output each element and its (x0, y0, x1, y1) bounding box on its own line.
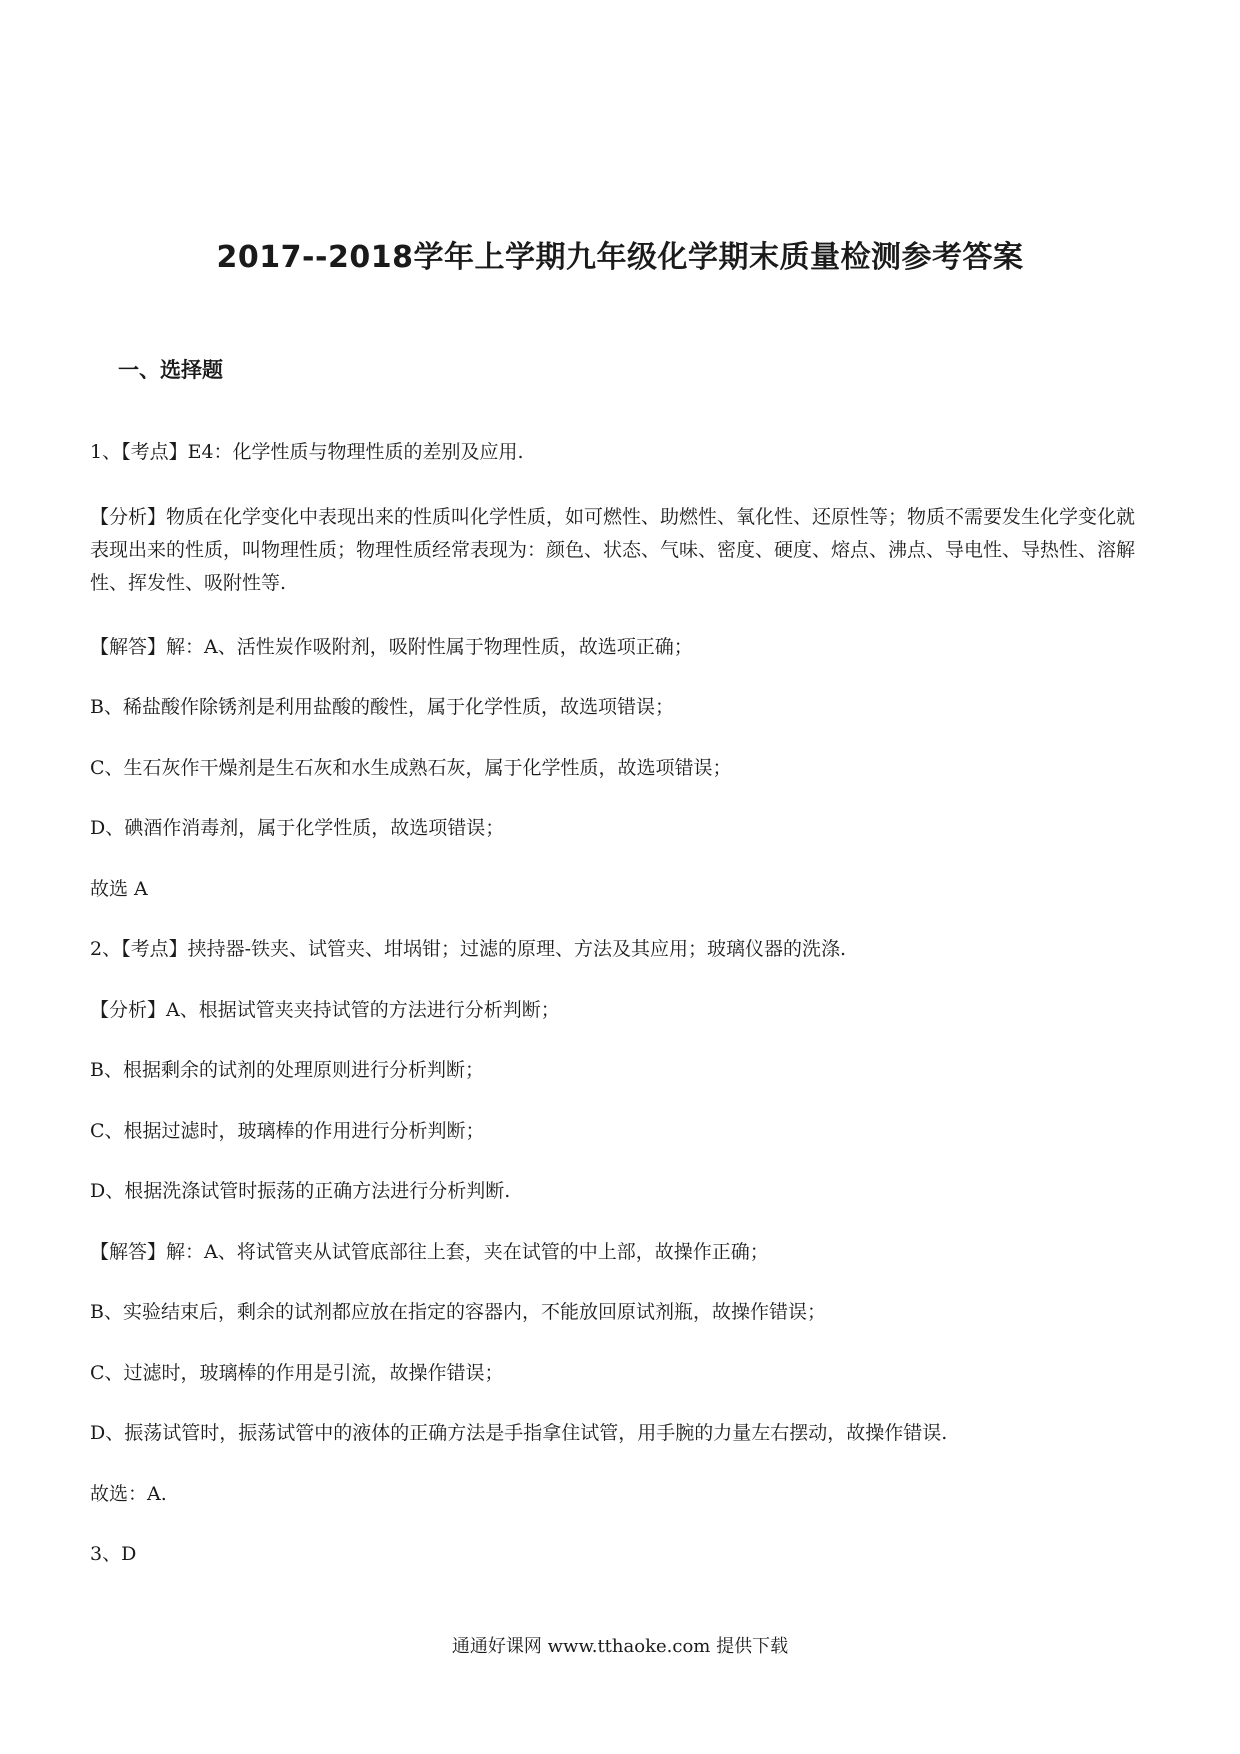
q2-analysis-a: 【分析】A、根据试管夹夹持试管的方法进行分析判断； (90, 999, 560, 1021)
q1-analysis: 【分析】物质在化学变化中表现出来的性质叫化学性质，如可燃性、助燃性、氧化性、还原性等；物质不需要发生化学变化就表现出来的性质，叫物理性质；物理性质经常表现为：颜色、状态、气味、密度、硬度、熔点、沸点、导电性、导热性、溶解性、挥发性、吸附性等. (90, 506, 1136, 594)
q1-option-c: C、生石灰作干燥剂是生石灰和水生成熟石灰，属于化学性质，故选项错误； (90, 757, 732, 779)
q2-kaodian: 2、【考点】挟持器-铁夹、试管夹、坩埚钳；过滤的原理、方法及其应用；玻璃仪器的洗涤. (90, 938, 847, 960)
document-title: 2017--2018学年上学期九年级化学期末质量检测参考答案 (216, 240, 1024, 275)
q3-answer: 3、D (90, 1543, 137, 1565)
q1-kaodian: 1、【考点】E4：化学性质与物理性质的差别及应用. (90, 441, 524, 463)
q2-solution-b: B、实验结束后，剩余的试剂都应放在指定的容器内，不能放回原试剂瓶，故操作错误； (90, 1301, 826, 1323)
q2-analysis-c: C、根据过滤时，玻璃棒的作用进行分析判断； (90, 1120, 485, 1142)
q2-solution-a: 【解答】解：A、将试管夹从试管底部往上套，夹在试管的中上部，故操作正确； (90, 1241, 769, 1263)
section-heading-multiple-choice: 一、选择题 (118, 358, 223, 382)
q1-answer: 故选 A (90, 878, 148, 900)
q1-option-d: D、碘酒作消毒剂，属于化学性质，故选项错误； (90, 817, 505, 839)
q2-answer: 故选：A. (90, 1483, 167, 1505)
footer-source: 通通好课网 www.tthaoke.com 提供下载 (451, 1636, 789, 1657)
q2-analysis-d: D、根据洗涤试管时振荡的正确方法进行分析判断. (90, 1180, 511, 1202)
q2-solution-c: C、过滤时，玻璃棒的作用是引流，故操作错误； (90, 1362, 504, 1384)
q1-option-b: B、稀盐酸作除锈剂是利用盐酸的酸性，属于化学性质，故选项错误； (90, 696, 674, 718)
q2-solution-d: D、振荡试管时，振荡试管中的液体的正确方法是手指拿住试管，用手腕的力量左右摆动，故操作错误. (90, 1422, 948, 1444)
q1-solution: 【解答】解：A、活性炭作吸附剂，吸附性属于物理性质，故选项正确； (90, 636, 693, 658)
q2-analysis-b: B、根据剩余的试剂的处理原则进行分析判断； (90, 1059, 484, 1081)
